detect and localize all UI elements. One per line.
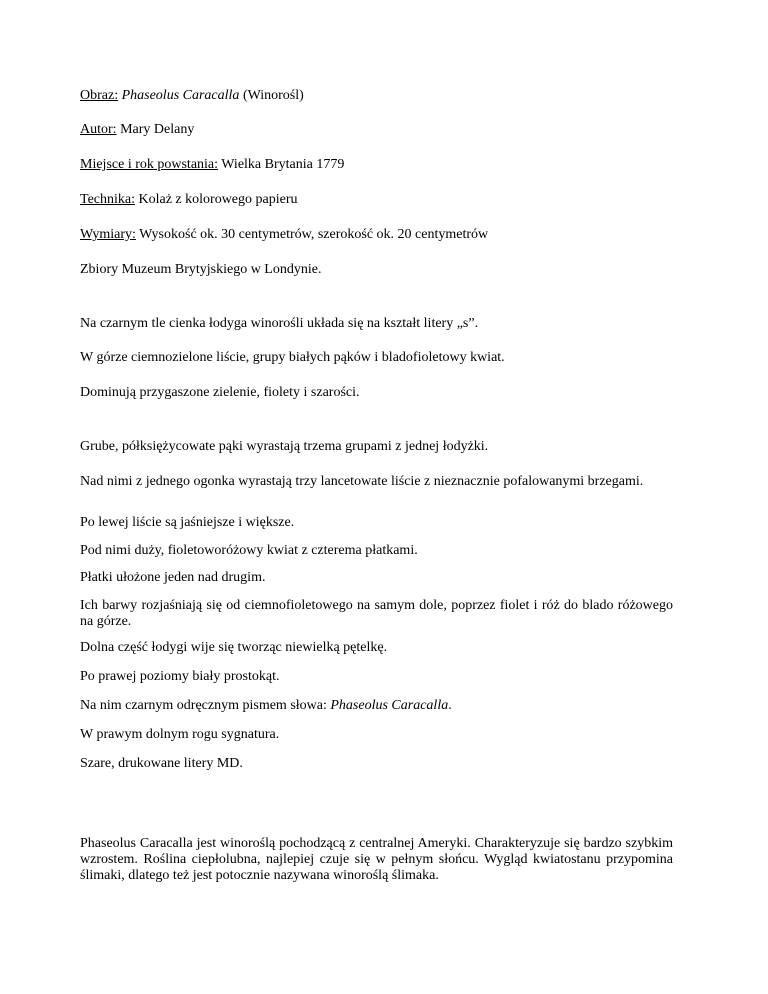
description2-p1: Grube, półksiężycowate pąki wyrastają trzema grupami z jednej łodyżki. [80, 439, 489, 454]
description2-p6: Ich barwy rozjaśniają się od ciemnofioletowego na samym dole, poprzez fiolet i róż do blado różowego na górze. [80, 598, 673, 629]
technika-label: Technika: [80, 192, 135, 207]
wymiary-line [80, 227, 673, 243]
description1-p3: Dominują przygaszone zielenie, fiolety i szarości. [80, 385, 360, 400]
miejsce-label: Miejsce i rok powstania: [80, 157, 219, 172]
technika-value: Kolaż z kolorowego papieru [135, 192, 298, 207]
description2-p2: Nad nimi z jednego ogonka wyrastają trzy lancetowate liście z nieznacznie pofalowanymi brzegami. [80, 474, 644, 489]
miejsce-line [80, 157, 673, 173]
obraz-title: Phaseolus Caracalla [121, 88, 240, 103]
miejsce-value: Wielka Brytania 1779 [218, 157, 345, 172]
wymiary-value: Wysokość ok. 30 centymetrów, szerokość ok. 20 centymetrów [135, 227, 489, 242]
description2-p5: Płatki ułożone jeden nad drugim. [80, 570, 266, 585]
autor-line [80, 122, 673, 138]
zbiory-line: Zbiory Muzeum Brytyjskiego w Londynie. [80, 262, 322, 277]
description2-p4: Pod nimi duży, fioletoworóżowy kwiat z czterema płatkami. [80, 543, 418, 558]
summary-paragraph: Phaseolus Caracalla jest winoroślą pochodzącą z centralnej Ameryki. Charakteryzuje się bardzo szybkim wzrostem. Roślina ciepłolubna, najlepiej czuje się w pełnym słońcu. Wygląd kwiatostanu przypomina ślimaki, dlatego też jest potocznie nazywana winoroślą ślimaka. [80, 836, 673, 883]
description2-p9 [80, 698, 673, 714]
description2-p8: Po prawej poziomy biały prostokąt. [80, 669, 280, 684]
obraz-line [80, 88, 673, 104]
description2-p9-prefix: Na nim czarnym odręcznym pismem słowa: [80, 698, 331, 713]
autor-value: Mary Delany [116, 122, 195, 137]
obraz-label: Obraz: [80, 88, 119, 103]
description2-p11: Szare, drukowane litery MD. [80, 756, 243, 771]
obraz-suffix: (Winorośl) [239, 88, 304, 103]
description2-p3: Po lewej liście są jaśniejsze i większe. [80, 515, 295, 530]
autor-label: Autor: [80, 122, 117, 137]
description1-p2: W górze ciemnozielone liście, grupy białych pąków i bladofioletowy kwiat. [80, 350, 505, 365]
description1-p1: Na czarnym tle cienka łodyga winorośli układa się na kształt litery „s”. [80, 316, 479, 331]
description2-p9-suffix: . [448, 698, 452, 713]
description2-p10: W prawym dolnym rogu sygnatura. [80, 727, 280, 742]
technika-line [80, 192, 673, 208]
wymiary-label: Wymiary: [80, 227, 136, 242]
description2-p7: Dolna część łodygi wije się tworząc niewielką pętelkę. [80, 640, 388, 655]
description2-p9-italic: Phaseolus Caracalla [330, 698, 449, 713]
